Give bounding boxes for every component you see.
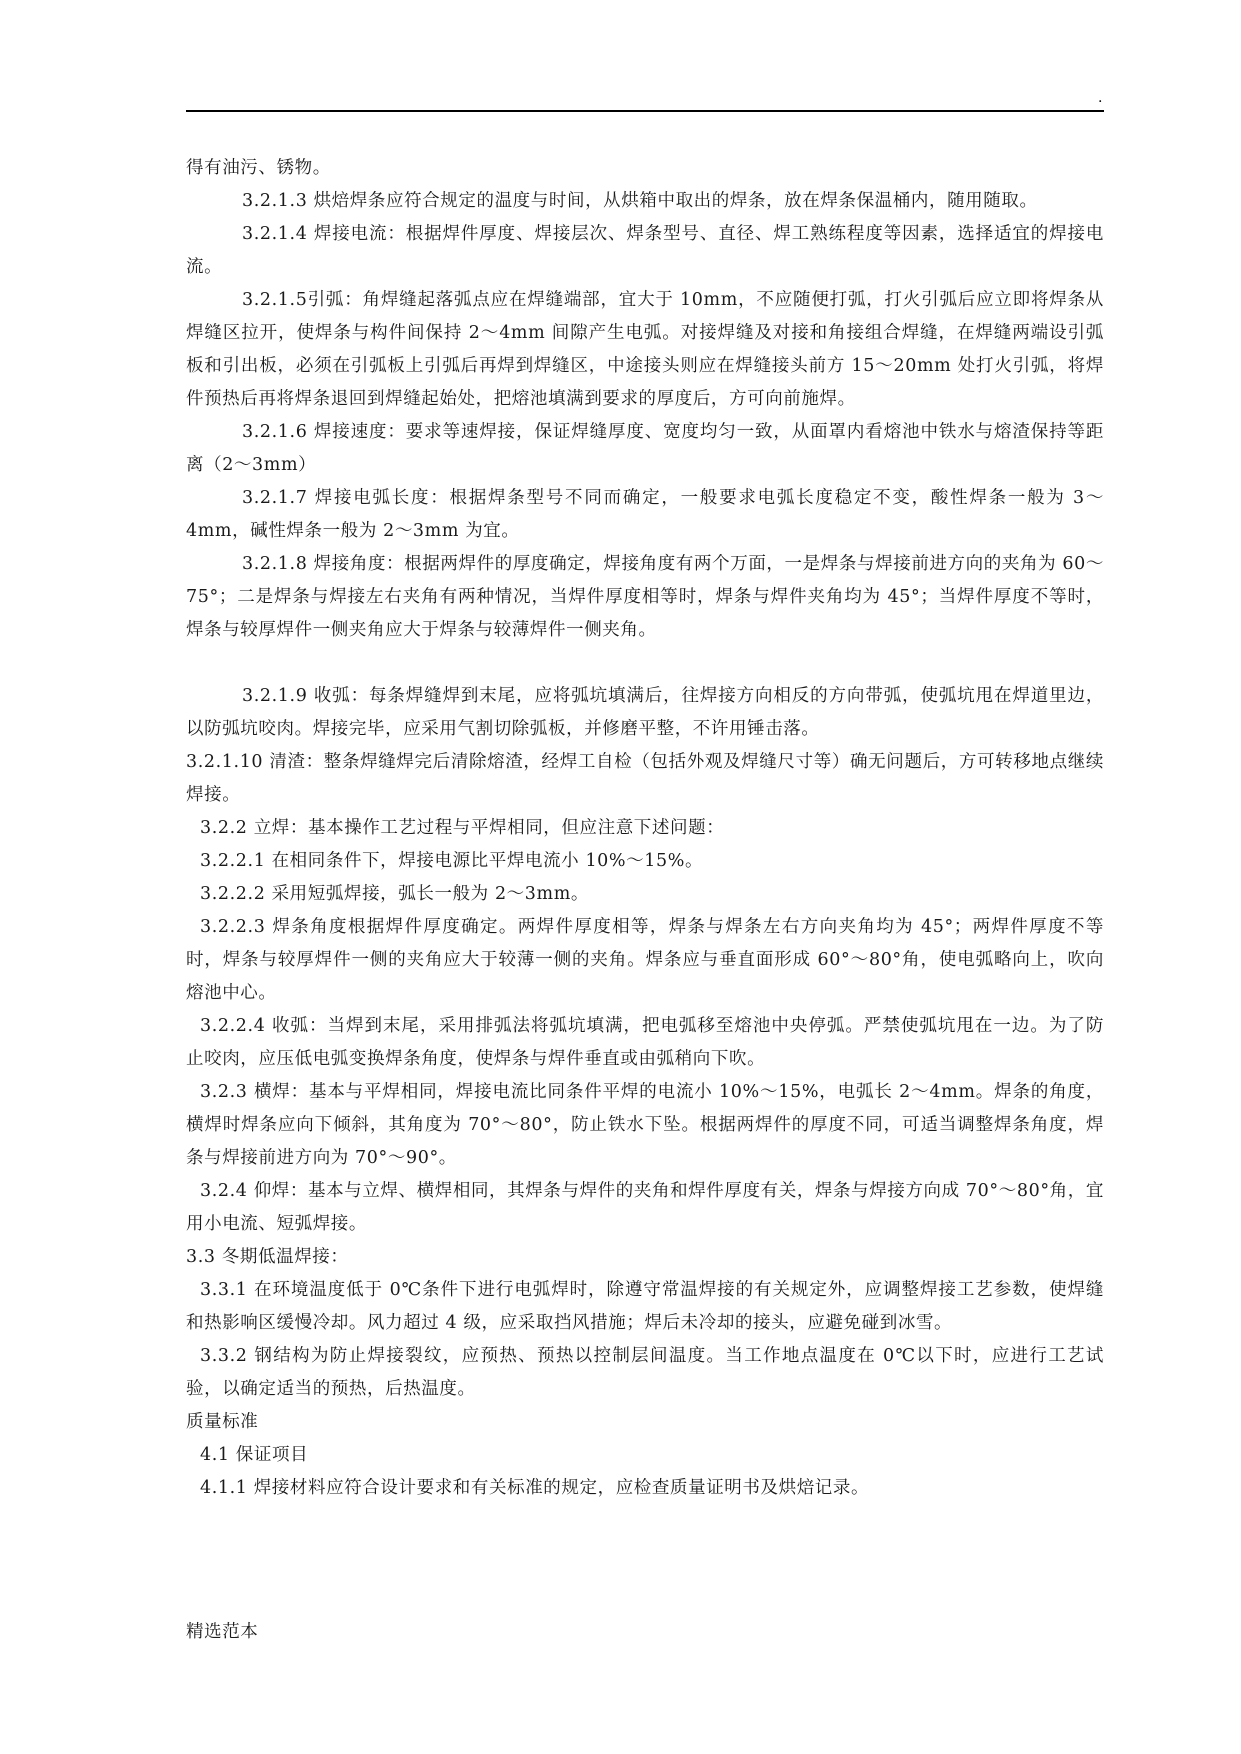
paragraph: 3.2.1.3 烘焙焊条应符合规定的温度与时间，从烘箱中取出的焊条，放在焊条保温桶内，随用随取。 [242,191,1038,211]
paragraph: 3.2.2.3 焊条角度根据焊件厚度确定。两焊件厚度相等，焊条与焊条左右方向夹角均为 45°；两焊件厚度不等时，焊条与较厚焊件一侧的夹角应大于较薄一侧的夹角。焊条应与垂直面形成 60°～80°角，使电弧略向上，吹向熔池中心。 [186,917,1104,1003]
paragraph: 3.3.1 在环境温度低于 0℃条件下进行电弧焊时，除遵守常温焊接的有关规定外，应调整焊接工艺参数，使焊缝和热影响区缓慢冷却。风力超过 4 级，应采取挡风措施；焊后未冷却的接头，应避免碰到冰雪。 [186,1280,1104,1333]
paragraph: 3.2.2.1 在相同条件下，焊接电源比平焊电流小 10%～15%。 [200,851,704,871]
header-mark: . [1098,90,1103,106]
paragraph: 3.3.2 钢结构为防止焊接裂纹，应预热、预热以控制层间温度。当工作地点温度在 0℃以下时，应进行工艺试验，以确定适当的预热，后热温度。 [186,1346,1104,1399]
paragraph: 4.1 保证项目 [200,1445,309,1465]
paragraph: 得有油污、锈物。 [186,158,331,178]
paragraph: 3.2.1.5引弧：角焊缝起落弧点应在焊缝端部，宜大于 10mm，不应随便打弧，打火引弧后应立即将焊条从焊缝区拉开，使焊条与构件间保持 2～4mm 间隙产生电弧。对接焊缝及对接和角接组合焊缝，在焊缝两端设引弧板和引出板，必须在引弧板上引弧后再焊到焊缝区，中途接头则应在焊缝接头前方 15～20mm 处打火引弧，将焊件预热后再将焊条退回到焊缝起始处，把熔池填满到要求的厚度后，方可向前施焊。 [186,290,1104,409]
paragraph: 3.2.4 仰焊：基本与立焊、横焊相同，其焊条与焊件的夹角和焊件厚度有关，焊条与焊接方向成 70°～80°角，宜用小电流、短弧焊接。 [186,1181,1104,1234]
paragraph: 质量标准 [186,1412,259,1432]
header-rule [186,110,1104,112]
paragraph: 3.2.3 横焊：基本与平焊相同，焊接电流比同条件平焊的电流小 10%～15%，电弧长 2～4mm。焊条的角度，横焊时焊条应向下倾斜，其角度为 70°～80°，防止铁水下坠。根据两焊件的厚度不同，可适当调整焊条角度，焊条与焊接前进方向为 70°～90°。 [186,1082,1104,1168]
paragraph: 3.3 冬期低温焊接： [186,1247,349,1267]
paragraph: 3.2.2 立焊：基本操作工艺过程与平焊相同，但应注意下述问题： [200,818,725,838]
paragraph: 3.2.1.10 清渣：整条焊缝焊完后清除熔渣，经焊工自检（包括外观及焊缝尺寸等）确无问题后，方可转移地点继续焊接。 [186,752,1104,805]
paragraph: 3.2.2.4 收弧：当焊到末尾，采用排弧法将弧坑填满，把电弧移至熔池中央停弧。严禁使弧坑甩在一边。为了防止咬肉，应压低电弧变换焊条角度，使焊条与焊件垂直或由弧稍向下吹。 [186,1016,1104,1069]
paragraph: 3.2.1.4 焊接电流：根据焊件厚度、焊接层次、焊条型号、直径、焊工熟练程度等因素，选择适宜的焊接电流。 [186,224,1104,277]
paragraph: 3.2.1.6 焊接速度：要求等速焊接，保证焊缝厚度、宽度均匀一致，从面罩内看熔池中铁水与熔渣保持等距离（2～3mm） [186,422,1104,475]
paragraph: 3.2.1.8 焊接角度：根据两焊件的厚度确定，焊接角度有两个万面，一是焊条与焊接前进方向的夹角为 60～75°；二是焊条与焊接左右夹角有两种情况，当焊件厚度相等时，焊条与焊件夹角均为 45°；当焊件厚度不等时，焊条与较厚焊件一侧夹角应大于焊条与较薄焊件一侧夹角。 [186,554,1104,640]
document-body [186,152,1104,1505]
paragraph: 3.2.1.9 收弧：每条焊缝焊到末尾，应将弧坑填满后，往焊接方向相反的方向带弧，使弧坑甩在焊道里边，以防弧坑咬肉。焊接完毕，应采用气割切除弧板，并修磨平整，不许用锤击落。 [186,686,1104,739]
paragraph: 3.2.1.7 焊接电弧长度：根据焊条型号不同而确定，一般要求电弧长度稳定不变，酸性焊条一般为 3～4mm，碱性焊条一般为 2～3mm 为宜。 [186,488,1104,541]
paragraph: 4.1.1 焊接材料应符合设计要求和有关标准的规定，应检查质量证明书及烘焙记录。 [200,1478,870,1498]
paragraph: 3.2.2.2 采用短弧焊接，弧长一般为 2～3mm。 [200,884,590,904]
footer-label: 精选范本 [186,1622,259,1642]
